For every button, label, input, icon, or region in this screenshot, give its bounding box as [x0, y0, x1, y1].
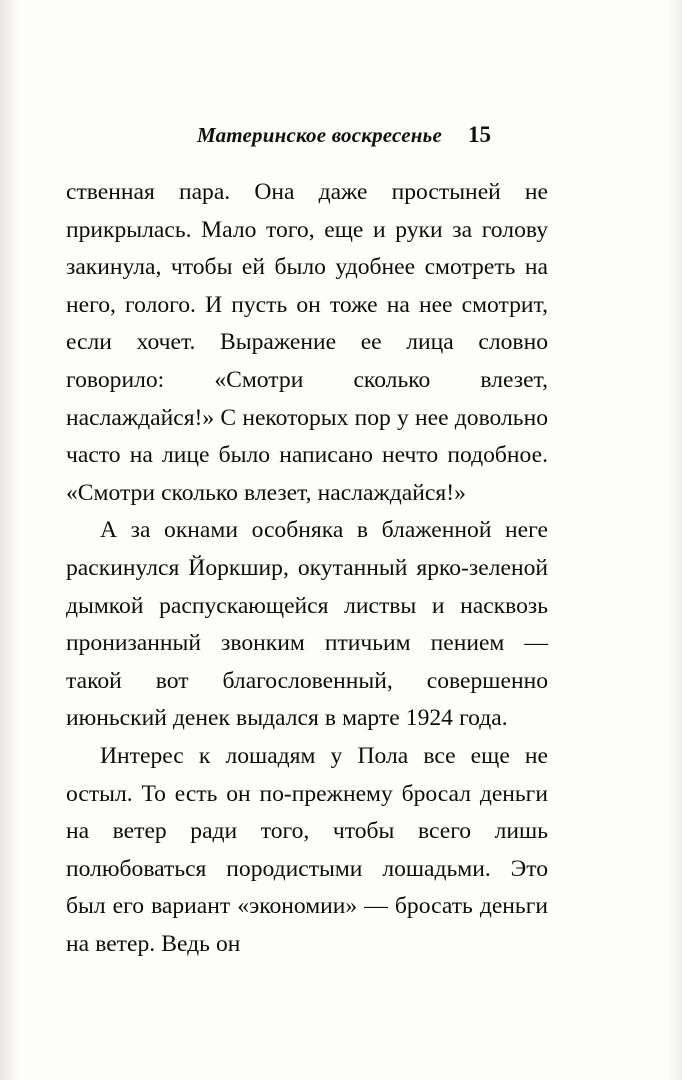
running-head-title: Материнское воскресенье: [197, 123, 442, 147]
paragraph: Интерес к лошадям у Пола все еще не остыл. То есть он по-прежнему бросал деньги на ветер ради того, чтобы всего лишь полюбоваться породистыми лошадьми. Это был его вариант «экономии» — бросать деньги на ветер. Ведь он: [66, 742, 548, 957]
paragraph: ственная пара. Она даже простыней не прикрылась. Мало того, еще и руки за голову закинула, чтобы ей было удобнее смотреть на него, голого. И пусть он тоже на нее смотрит, если хочет. Выражение ее лица словно говорило: «Смотри сколько влезет, наслаждайся!» С некоторых пор у нее довольно часто на лице было написано нечто подобное. «Смотри сколько влезет, наслаждайся!»: [66, 179, 548, 506]
page-number: 15: [467, 122, 491, 147]
body-text: [66, 174, 548, 963]
running-head: [68, 122, 620, 152]
paragraph: А за окнами особняка в блаженной неге раскинулся Йоркшир, окутанный ярко-зеленой дымкой распускающейся листвы и насквозь пронизанный звонким птичьим пением — такой вот благословенный, совершенно июньский денек выдался в марте 1924 года.: [66, 517, 548, 732]
